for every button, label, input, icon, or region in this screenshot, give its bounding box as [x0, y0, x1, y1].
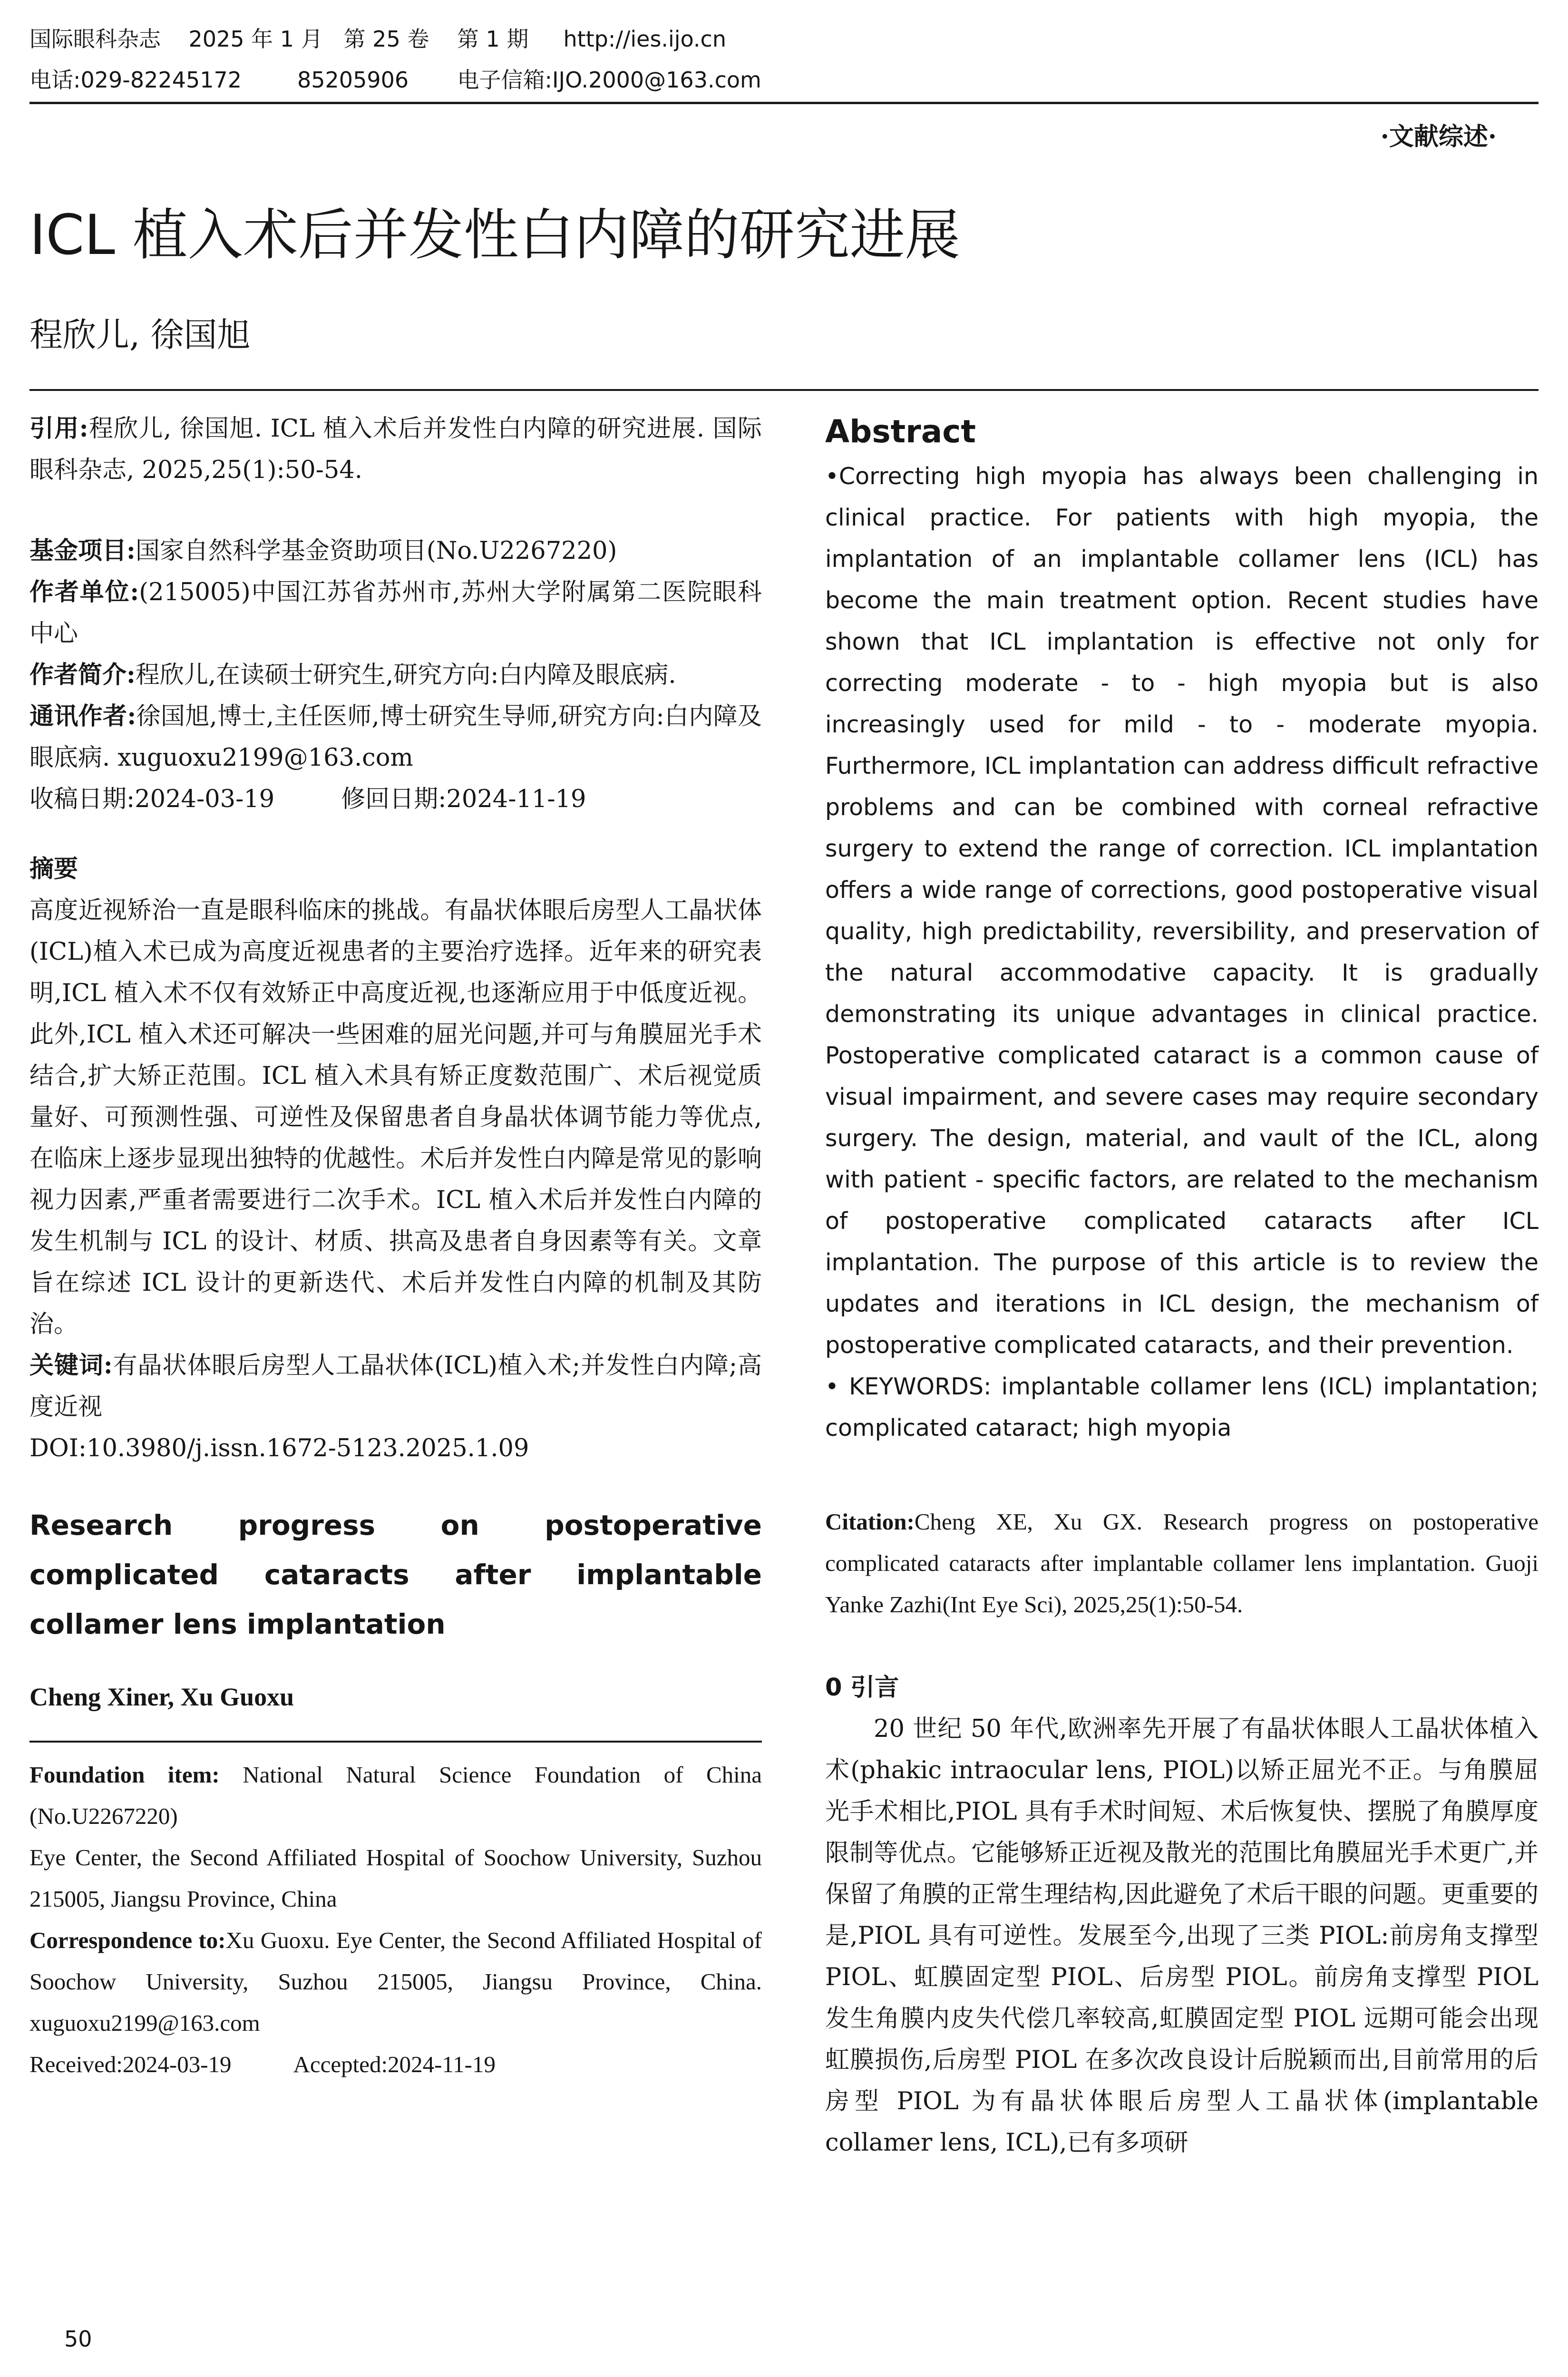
- keywords-label-cn: 关键词:: [29, 1351, 113, 1380]
- bio-text: 程欣儿,在读硕士研究生,研究方向:白内障及眼底病.: [135, 661, 676, 689]
- revised-label: 修回日期:: [341, 785, 447, 813]
- abstract-body-en: Correcting high myopia has always been challenging in clinical practice. For patients with high myopia, the implantation of an implantable collamer lens (ICL) has become the main treatment option. Recent studies have shown that ICL implantation is effective not only for correcting moderate - to - high myopia but is also increasingly used for mild - to - moderate myopia. Furthermore, ICL implantation can address difficult refractive problems and can be combined with corneal refractive surgery to extend the range of correction. ICL implantation offers a wide range of corrections, good postoperative visual quality, high predictability, reversibility, and preservation of the natural accommodative capacity. It is gradually demonstrating its unique advantages in clinical practice. Postoperative complicated cataract is a common cause of visual impairment, and severe cases may require secondary surgery. The design, material, and vault of the ICL, along with patient - specific factors, are related to the mechanism of postoperative complicated cataracts after ICL implantation. The purpose of this article is to review the updates and iterations in ICL design, the mechanism of postoperative complicated cataracts, and their prevention.: [825, 463, 1539, 1359]
- foundation-text: National Natural Science Foundation of China (No.U2267220): [29, 1762, 762, 1829]
- page-number: 50: [64, 2326, 92, 2352]
- correspondence-line: [29, 1919, 762, 2044]
- corr-text: 徐国旭,博士,主任医师,博士研究生导师,研究方向:白内障及眼底病. xuguoxu2199@163.com: [29, 702, 762, 772]
- fund-label: 基金项目:: [29, 536, 136, 565]
- fund-text: 国家自然科学基金资助项目(No.U2267220): [135, 537, 617, 565]
- title-rule: [29, 389, 1539, 391]
- keywords-text-cn: 有晶状体眼后房型人工晶状体(ICL)植入术;并发性白内障;高度近视: [29, 1352, 762, 1421]
- received-label: 收稿日期:: [29, 785, 135, 813]
- accepted-en: Accepted:2024-11-19: [293, 2051, 496, 2077]
- english-authors: Cheng Xiner, Xu Guoxu: [29, 1683, 294, 1711]
- keywords-text-en: implantable collamer lens (ICL) implantation; complicated cataract; high myopia: [825, 1373, 1539, 1442]
- doi: DOI:10.3980/j.issn.1672-5123.2025.1.09: [29, 1434, 529, 1462]
- bio-line: [29, 654, 762, 696]
- citation-text-en: Cheng XE, Xu GX. Research progress on postoperative complicated cataracts after implantable collamer lens implantation. Guoji Yanke Zazhi(Int Eye Sci), 2025,25(1):50-54.: [825, 1509, 1539, 1617]
- citation-label: 引用:: [29, 414, 88, 443]
- affiliation: Eye Center, the Second Affiliated Hospital of Soochow University, Suzhou 215005, Jiangsu Province, China: [29, 1844, 762, 1912]
- foundation-line: [29, 1754, 762, 1837]
- authors-cn: 程欣儿, 徐国旭: [29, 315, 251, 354]
- citation-cn: [29, 408, 762, 491]
- right-column: [825, 408, 1539, 2163]
- unit-text: (215005)中国江苏省苏州市,苏州大学附属第二医院眼科中心: [29, 578, 762, 648]
- abstract-bullet: •: [825, 463, 839, 490]
- revised-date: 2024-11-19: [446, 785, 586, 813]
- section-tag: ·文献综述·: [1380, 122, 1497, 151]
- citation-en: [825, 1501, 1539, 1625]
- intro-text: 20 世纪 50 年代,欧洲率先开展了有晶状体眼人工晶状体植入术(phakic intraocular lens, PIOL)以矫正屈光不正。与角膜屈光手术相比,PIOL 具有手术时间短、术后恢复快、摆脱了角膜厚度限制等优点。它能够矫正近视及散光的范围比角膜屈光手术更广,并保留了角膜的正常生理结构,因此避免了术后干眼的问题。更重要的是,PIOL 具有可逆性。发展至今,出现了三类 PIOL:前房角支撑型 PIOL、虹膜固定型 PIOL、后房型 PIOL。前房角支撑型 PIOL 发生角膜内皮失代偿几率较高,虹膜固定型 PIOL 远期可能会出现虹膜损伤,后房型 PIOL 在多次改良设计后脱颖而出,目前常用的后房型 PIOL 为有晶状体眼后房型人工晶状体(implantable collamer lens, ICL),已有多项研: [825, 1715, 1539, 2157]
- abstract-text-cn: 高度近视矫治一直是眼科临床的挑战。有晶状体眼后房型人工晶状体(ICL)植入术已成为高度近视患者的主要治疗选择。近年来的研究表明,ICL 植入术不仅有效矫正中高度近视,也逐渐应用于中低度近视。此外,ICL 植入术还可解决一些困难的屈光问题,并可与角膜屈光手术结合,扩大矫正范围。ICL 植入术具有矫正度数范围广、术后视觉质量好、可预测性强、可逆性及保留患者自身晶状体调节能力等优点,在临床上逐步显现出独特的优越性。术后并发性白内障是常见的影响视力因素,严重者需要进行二次手术。ICL 植入术后并发性白内障的发生机制与 ICL 的设计、材质、拱高及患者自身因素等有关。文章旨在综述 ICL 设计的更新迭代、术后并发性白内障的机制及其防治。: [29, 896, 762, 1338]
- correspondence-label: Correspondence to:: [29, 1927, 226, 1953]
- intro-heading: 0 引言: [825, 1674, 899, 1702]
- keywords-bullet: •: [825, 1373, 839, 1400]
- fund-line: [29, 530, 762, 572]
- journal-contact-line: 电话:029-82245172 85205906 电子信箱:IJO.2000@163.com: [29, 67, 761, 93]
- english-title: Research progress on postoperative complicated cataracts after implantable collamer lens implantation: [29, 1509, 762, 1640]
- journal-header-line: 国际眼科杂志 2025 年 1 月 第 25 卷 第 1 期 http://ies.ijo.cn: [29, 26, 726, 52]
- corr-line: [29, 696, 762, 779]
- received-en: Received:2024-03-19: [29, 2051, 232, 2077]
- citation-text: 程欣儿, 徐国旭. ICL 植入术后并发性白内障的研究进展. 国际眼科杂志, 2025,25(1):50-54.: [29, 415, 762, 484]
- unit-label: 作者单位:: [29, 578, 139, 606]
- received-accepted-line: [29, 2044, 762, 2085]
- left-column: [29, 408, 762, 2085]
- abstract-heading-en: Abstract: [825, 413, 976, 450]
- corr-label: 通讯作者:: [29, 702, 136, 731]
- abstract-heading-cn: 摘要: [29, 855, 78, 883]
- bio-label: 作者简介:: [29, 661, 136, 689]
- received-date: 2024-03-19: [135, 785, 275, 813]
- dates-line: [29, 779, 762, 820]
- page-title: ICL 植入术后并发性白内障的研究进展: [29, 203, 960, 267]
- header-rule: [29, 102, 1539, 104]
- foundation-label: Foundation item:: [29, 1762, 220, 1788]
- keywords-line-en: [825, 1366, 1539, 1449]
- keywords-line-cn: [29, 1345, 762, 1428]
- unit-line: [29, 572, 762, 654]
- abstract-text-en: [825, 456, 1539, 1366]
- correspondence-text: Xu Guoxu. Eye Center, the Second Affiliated Hospital of Soochow University, Suzhou 215005, Jiangsu Province, China. xuguoxu2199@163.com: [29, 1927, 762, 2036]
- citation-label-en: Citation:: [825, 1509, 915, 1535]
- keywords-label-en: KEYWORDS:: [849, 1373, 992, 1400]
